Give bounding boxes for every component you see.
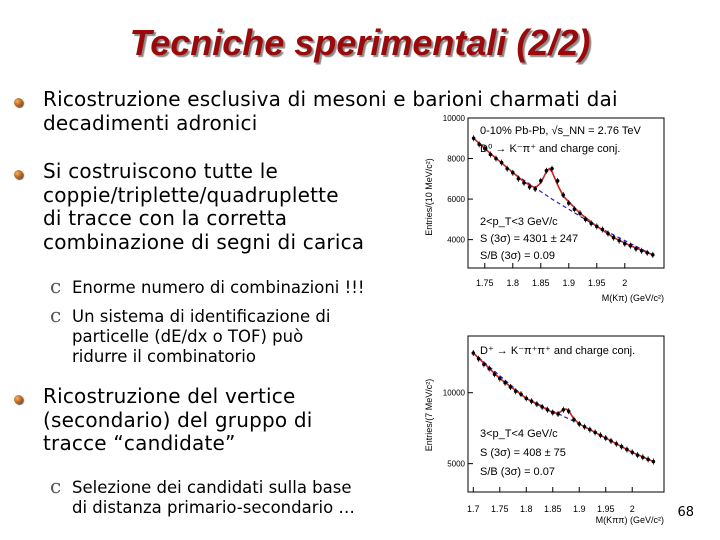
data-point (606, 232, 610, 236)
plot-annotation-decay: D⁰ → K⁻π⁺ and charge conj. (480, 143, 621, 155)
y-tick-label: 10000 (442, 114, 465, 123)
sub-bullet-line: Selezione dei candidati sulla base (72, 478, 352, 497)
y-tick-label: 6000 (447, 195, 465, 205)
plot-annotation-header: 0-10% Pb-Pb, √s_NN = 2.76 TeV (480, 125, 641, 137)
bullet-line: decadimenti adronici (43, 110, 258, 135)
bullet-line: tracce “candidate” (43, 431, 236, 455)
data-point (629, 244, 633, 248)
data-point (498, 377, 502, 381)
x-tick-label: 1.75 (476, 278, 494, 288)
data-point (593, 431, 597, 435)
data-point (514, 390, 518, 394)
bullet-text-2 (43, 160, 364, 254)
data-point (651, 253, 655, 257)
plot-annotation-sb: S/B (3σ) = 0.09 (480, 250, 555, 262)
data-point (528, 185, 532, 189)
data-point (646, 458, 650, 462)
plot-annotation-signal: S (3σ) = 408 ± 75 (480, 447, 566, 459)
bullet-line: di tracce con la corretta (43, 206, 288, 230)
x-tick-label: 2 (629, 504, 635, 514)
data-point (503, 381, 507, 385)
data-point (588, 428, 592, 432)
data-point (493, 372, 497, 376)
data-point (533, 187, 537, 191)
data-point (573, 207, 577, 211)
data-point (556, 179, 560, 183)
sub-bullet-line: particelle (dE/dx o TOF) può (72, 327, 304, 346)
data-point (601, 228, 605, 232)
plot-annotation-pt_cut: 3<p_T<4 GeV/c (480, 428, 558, 440)
x-axis-label: M(Kππ) (GeV/c²) (595, 515, 664, 525)
x-tick-label: 1.7 (467, 504, 480, 514)
data-point (630, 450, 634, 454)
y-tick-label: 10000 (442, 388, 465, 398)
sub-bullet-icon: c (50, 274, 62, 298)
data-point (578, 211, 582, 215)
sub-bullet-line: ridurre il combinatorio (72, 347, 256, 366)
x-tick-label: 1.75 (491, 504, 509, 514)
data-point (636, 453, 640, 457)
data-point (505, 167, 509, 171)
x-axis-label: M(Kπ) (GeV/c²) (601, 293, 664, 303)
data-point (472, 136, 476, 140)
data-point (609, 439, 613, 443)
data-point (615, 442, 619, 446)
data-point (567, 409, 571, 413)
x-tick-label: 1.9 (572, 504, 586, 514)
x-tick-label: 1.85 (543, 504, 562, 514)
data-point (545, 169, 549, 173)
data-point (625, 448, 629, 452)
data-point (471, 351, 475, 355)
data-point (589, 222, 593, 226)
sub-bullet-2 (50, 305, 330, 367)
bullet-text-3 (43, 385, 313, 456)
data-point (477, 357, 481, 361)
data-point (487, 367, 491, 371)
bullet-line: Ricostruzione esclusiva di mesoni e barioni charmati dai (43, 87, 618, 111)
data-point (524, 397, 528, 401)
bullet-icon (14, 98, 23, 107)
plot-annotation-signal: S (3σ) = 4301 ± 247 (480, 233, 579, 245)
plot-annotation-sb: S/B (3σ) = 0.07 (480, 466, 555, 478)
x-tick-label: 2 (622, 278, 628, 288)
slide-title: Tecniche sperimentali (2/2) (129, 22, 591, 63)
data-point (522, 181, 526, 185)
bullet-line: combinazione di segni di carica (43, 229, 365, 254)
data-point (583, 425, 587, 429)
data-point (577, 422, 581, 426)
plot-frame (468, 118, 664, 268)
data-point (556, 412, 560, 416)
bullet-line: Ricostruzione del vertice (43, 384, 296, 408)
bullet-line: (secondario) del gruppo di (43, 407, 313, 432)
sub-bullet-line: di distanza primario-secondario … (72, 498, 355, 517)
data-point (546, 408, 550, 412)
y-tick-label: 4000 (447, 235, 465, 245)
bullet-icon (14, 170, 23, 179)
dplus-mass-plot (420, 330, 670, 526)
sub-bullet-icon: c (50, 303, 62, 327)
d0-mass-plot-svg (420, 112, 670, 304)
data-point (511, 171, 515, 175)
x-tick-label: 1.9 (562, 278, 576, 288)
x-tick-label: 1.8 (520, 504, 533, 514)
data-point (561, 193, 565, 197)
plot-annotation-decay: D⁺ → K⁻π⁺π⁺ and charge conj. (480, 345, 636, 357)
y-tick-label: 8000 (447, 154, 465, 164)
data-point (535, 402, 539, 406)
data-point (567, 201, 571, 205)
data-point (617, 239, 621, 243)
sub-bullet-line: Enorme numero di combinazioni !!! (72, 278, 365, 297)
plot-annotation-pt_cut: 2<p_T<3 GeV/c (480, 216, 558, 228)
data-point (652, 460, 656, 464)
data-point (595, 225, 599, 229)
bullet-line: Si costruiscono tutte le (43, 159, 279, 183)
y-axis-label: Entries/(7 MeV/c²) (424, 378, 434, 452)
x-tick-label: 1.95 (596, 504, 615, 514)
data-point (620, 445, 624, 449)
y-axis-label: Entries/(10 MeV/c²) (424, 158, 434, 236)
data-point (500, 161, 504, 165)
sub-bullet-line: Un sistema di identificazione di (72, 307, 331, 326)
sub-bullet-3 (50, 476, 355, 518)
data-point (584, 218, 588, 222)
data-point (612, 236, 616, 240)
data-point (641, 455, 645, 459)
data-point (572, 418, 576, 422)
data-point (623, 242, 627, 246)
dplus-mass-plot-svg (420, 330, 670, 526)
data-point (517, 177, 521, 181)
data-point (540, 405, 544, 409)
data-point (494, 157, 498, 161)
data-point (599, 433, 603, 437)
data-point (519, 392, 523, 396)
x-tick-label: 1.8 (506, 278, 520, 288)
x-tick-label: 1.85 (532, 278, 550, 288)
page-number: 68 (677, 505, 694, 520)
data-point (482, 363, 486, 367)
data-point (539, 179, 543, 183)
data-point (509, 385, 513, 389)
data-point (562, 408, 566, 412)
data-point (530, 399, 534, 403)
d0-mass-plot (420, 112, 670, 304)
bullet-line: coppie/triplette/quadruplette (43, 182, 339, 207)
data-point (604, 436, 608, 440)
data-point (634, 247, 638, 251)
data-point (640, 249, 644, 253)
sub-bullet-icon: c (50, 474, 62, 498)
sub-bullet-1 (50, 276, 364, 298)
bullet-icon (14, 395, 23, 404)
y-tick-label: 5000 (447, 459, 465, 469)
data-point (645, 251, 649, 255)
data-point (550, 167, 554, 171)
data-point (551, 411, 555, 415)
x-tick-label: 1.95 (588, 278, 606, 288)
